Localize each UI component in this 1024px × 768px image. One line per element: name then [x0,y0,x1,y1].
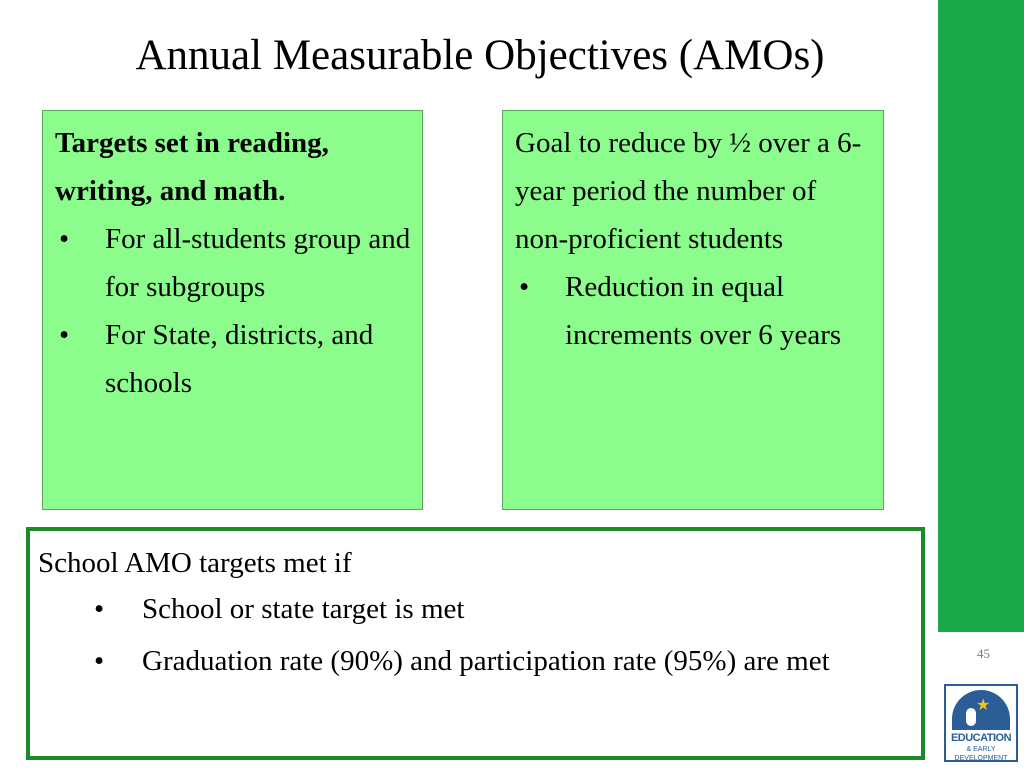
logo-text-main: EDUCATION [950,732,1012,744]
department-logo [944,684,1018,762]
list-item [55,311,412,407]
goal-heading: Goal to reduce by ½ over a 6-year period the number of non-proficient students [515,127,862,255]
school-amo-lead: School AMO targets met if [38,547,352,579]
bullet-icon: • [94,593,105,625]
list-item [55,215,412,311]
list-item-text: For all-students group and for subgroups [105,223,411,303]
list-item-text: School or state target is met [142,593,465,625]
bullet-icon: • [59,319,70,351]
list-item-text: Graduation rate (90%) and participation rate (95%) are met [142,645,830,677]
page-number: 45 [977,646,990,661]
star-icon: ★ [976,697,991,714]
list-item-text: For State, districts, and schools [105,319,374,399]
list-item [38,589,921,629]
logo-figure-icon [966,708,976,726]
logo-text-sub: & EARLY DEVELOPMENT [954,746,1008,762]
targets-heading: Targets set in reading, writing, and math. [55,127,329,207]
goal-bullet-list [515,263,873,359]
goal-box [502,110,884,510]
school-amo-box [26,527,925,760]
slide-title: Annual Measurable Objectives (AMOs) [135,32,825,79]
list-item-text: Reduction in equal increments over 6 years [565,271,842,351]
list-item [38,641,921,681]
school-amo-bullet-list [38,589,921,681]
bullet-icon: • [94,645,105,677]
targets-bullet-list [55,215,412,407]
bullet-icon: • [59,223,70,255]
targets-box [42,110,423,510]
list-item [515,263,873,359]
bullet-icon: • [519,271,530,303]
